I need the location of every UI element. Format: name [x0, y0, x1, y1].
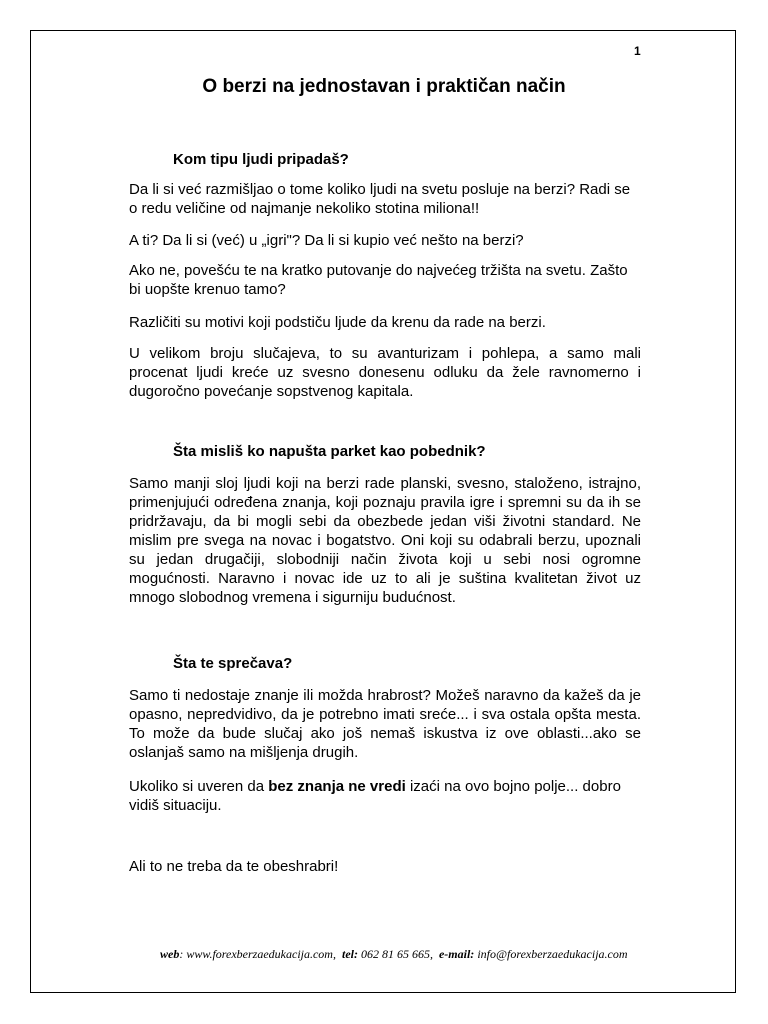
paragraph-7 [129, 686, 641, 762]
paragraph-text: A ti? Da li si (već) u „igri"? Da li si kupio već nešto na berzi? [129, 232, 524, 249]
section-3-heading [129, 654, 641, 673]
paragraph-1 [129, 180, 641, 218]
section-2-heading [129, 442, 641, 461]
paragraph-4 [129, 313, 641, 332]
footer-email-label: e-mail: [438, 947, 475, 961]
section-1-heading [129, 150, 641, 169]
paragraph-8 [129, 777, 641, 815]
footer-contact [160, 947, 660, 962]
footer-web-link[interactable]: : www.forexberzaedukacija.com, [179, 947, 336, 961]
paragraph-6 [129, 474, 641, 607]
footer-email-link[interactable]: info@forexberzaedukacija.com [474, 947, 628, 961]
paragraph-text: Ako ne, povešću te na kratko putovanje do najvećeg tržišta na svetu. Zašto bi uopšte krenuo tamo? [129, 262, 628, 298]
footer-tel-label: tel: [341, 947, 358, 961]
paragraph-8-end: izaći na ovo bojno polje... dobro vidiš situaciju. [129, 778, 621, 814]
heading-sta-te-sprecava: Šta te sprečava? [173, 655, 293, 672]
paragraph-text [129, 777, 641, 815]
paragraph-text: Samo ti nedostaje znanje ili možda hrabrost? Možeš naravno da kažeš da je opasno, nepredvidivo, da je potrebno imati sreće... i sva ostala opšta mesta. To može da bude slučaj ako još nemaš iskustva iz ove oblasti...ako se oslanjaš samo na mišljenja drugih. [129, 687, 641, 761]
paragraph-9 [129, 857, 641, 876]
heading-sta-mislis: Šta misliš ko napušta parket kao pobednik? [173, 443, 486, 460]
footer-web-label: web [160, 947, 180, 961]
footer-tel-value: 062 81 65 665, [357, 947, 433, 961]
paragraph-5 [129, 344, 641, 401]
paragraph-text: Da li si već razmišljao o tome koliko ljudi na svetu posluje na berzi? Radi se o redu veličine od najmanje nekoliko stotina miliona!! [129, 181, 631, 217]
paragraph-2 [129, 231, 641, 250]
paragraph-text: Samo manji sloj ljudi koji na berzi rade planski, svesno, staloženo, istrajno, primenjujući određena znanja, koji poznaju pravila igre i spremni su da ih se pridržavaju, da bi mogli sebi da obezbede jedan viši životni standard. Ne mislim pre svega na novac i bogatstvo. Oni koji su odabrali berzu, upoznali su jedan drugačiji, slobodniji način života koji u sebi nosi ogromne mogućnosti. Naravno i novac ide uz to ali je suština kvalitetan život uz mnogo slobodnog vremena i sigurniju budućnost. [129, 475, 641, 606]
page-number: 1 [634, 44, 641, 58]
heading-kom-tipu: Kom tipu ljudi pripadaš? [173, 151, 349, 168]
paragraph-3 [129, 261, 641, 299]
paragraph-8-start: Ukoliko si uveren da [129, 778, 269, 795]
page-title: O berzi na jednostavan i praktičan način [202, 76, 566, 97]
paragraph-text: Različiti su motivi koji podstiču ljude da krenu da rade na berzi. [129, 314, 546, 331]
emphasis-bez-znanja: bez znanja ne vredi [268, 778, 406, 795]
paragraph-text: U velikom broju slučajeva, to su avanturizam i pohlepa, a samo mali procenat ljudi kreće uz svesno donesenu odluku da žele ravnomerno i dugoročno povećanje sopstvenog kapitala. [129, 345, 641, 400]
paragraph-text: Ali to ne treba da te obeshrabri! [129, 858, 339, 875]
